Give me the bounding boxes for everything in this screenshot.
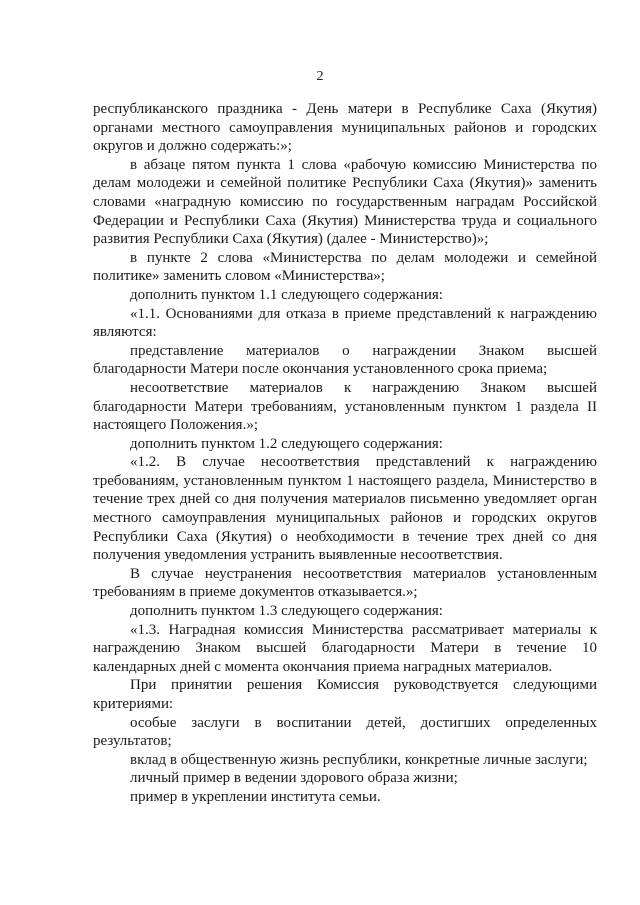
- paragraph: «1.1. Основаниями для отказа в приеме представлений к награждению являются:: [93, 305, 597, 341]
- paragraph: в абзаце пятом пункта 1 слова «рабочую комиссию Министерства по делам молодежи и семейной политике Республики Саха (Якутия)» заменить словами «наградную комиссию по государственным наградам Российской Федерации и Республики Саха (Якутия) Министерства труда и социального развития Республики Саха (Якутия) (далее - Министерство)»;: [93, 156, 597, 248]
- paragraph: особые заслуги в воспитании детей, достигших определенных результатов;: [93, 714, 597, 750]
- paragraph: республиканского праздника - День матери в Республике Саха (Якутия) органами местного самоуправления муниципальных районов и городских округов и должно содержать:»;: [93, 101, 597, 155]
- paragraph: вклад в общественную жизнь республики, конкретные личные заслуги;: [130, 751, 588, 768]
- paragraph: пример в укреплении института семьи.: [130, 788, 381, 805]
- paragraph: При принятии решения Комиссия руководствуется следующими критериями:: [93, 677, 597, 712]
- paragraph: «1.2. В случае несоответствия представлений к награждению требованиям, установленным пунктом 1 настоящего раздела, Министерство в течение трех дней со дня получения материалов письменно уведомляет орган местного самоуправления муниципальных районов и городских округов Республики Саха (Якутия) о необходимости в течение трех дней со дня получения уведомления устранить выявленные несоответствия.: [93, 454, 597, 564]
- paragraph: представление материалов о награждении Знаком высшей благодарности Матери после окончания установленного срока приема;: [93, 342, 597, 378]
- document-body: [93, 100, 597, 807]
- paragraph: несоответствие материалов к награждению Знаком высшей благодарности Матери требованиям, установленным пунктом 1 раздела II настоящего Положения.»;: [93, 379, 597, 434]
- paragraph: личный пример в ведении здорового образа жизни;: [130, 770, 458, 787]
- paragraph: дополнить пунктом 1.3 следующего содержания:: [130, 603, 443, 620]
- paragraph: «1.3. Наградная комиссия Министерства рассматривает материалы к награждению Знаком высшей благодарности Матери в течение 10 календарных дней с момента окончания приема наградных материалов.: [93, 621, 597, 675]
- page-number: 2: [316, 69, 324, 84]
- paragraph: в пункте 2 слова «Министерства по делам молодежи и семейной политике» заменить словом «Министерства»;: [93, 249, 597, 285]
- paragraph: дополнить пунктом 1.1 следующего содержания:: [130, 286, 443, 303]
- paragraph: дополнить пунктом 1.2 следующего содержания:: [130, 435, 443, 452]
- paragraph: В случае неустранения несоответствия материалов установленным требованиям в приеме документов отказывается.»;: [93, 565, 597, 601]
